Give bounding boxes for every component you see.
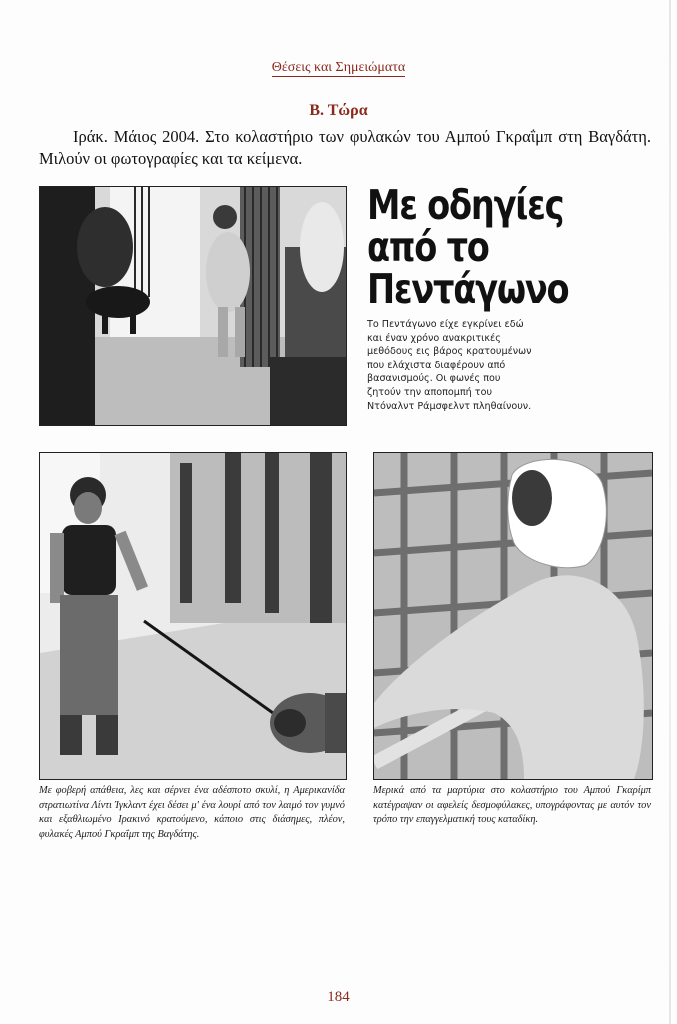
intro-paragraph: Ιράκ. Μάιος 2004. Στο κολαστήριο των φυλακών του Αμπού Γκραΐμπ στη Βαγδάτη. Μιλούν οι φωτογραφίες και τα κείμενα.: [39, 127, 651, 168]
deck-line-5: βασανισμούς. Οι φωνές που: [367, 373, 501, 385]
running-head-text: Θέσεις και Σημειώματα: [271, 60, 406, 75]
photo-hooded-prisoner: [373, 452, 653, 780]
photo-hooded-prisoner-image: [374, 453, 652, 779]
deck-line-3: μεθόδους εις βάρος κρατουμένων: [367, 346, 532, 358]
photo-soldier-leash-image: [40, 453, 346, 779]
photo-dog-corridor: [39, 186, 347, 426]
running-head: [0, 60, 677, 76]
photo-dog-corridor-image: [40, 187, 346, 425]
headline-line-3: Πεντάγωνο: [367, 265, 569, 313]
deck-line-4: που ελάχιστα διαφέρουν από: [367, 359, 506, 371]
page-edge: [669, 0, 671, 1024]
section-heading: Β. Τώρα: [309, 102, 368, 119]
deck-line-6: ζητούν την αποπομπή του: [367, 386, 492, 398]
caption-right: Μερικά από τα μαρτύρια στο κολαστήριο του Αμπού Γκαρίμπ κατέγραψαν οι αφελείς δεσμοφύλακες, υπογράφοντας με αυτόν τον τρόπο την επαγγελματική τους καταδίκη.: [373, 785, 651, 826]
deck-line-1: Το Πεντάγωνο είχε εγκρίνει εδώ: [367, 319, 524, 330]
deck-line-2: και έναν χρόνο ανακριτικές: [367, 332, 501, 344]
caption-left: Με φοβερή απάθεια, λες και σέρνει ένα αδέσποτο σκυλί, η Αμερικανίδα στρατιωτίνα Λίντι Ίγκλαντ έχει δέσει μ' ένα λουρί από τον λαιμό τον γυμνό και εξαθλιωμένο Ιρακινό κρατούμενο, κάποιο στις διάσημες, πλέον, φυλακές Αμπού Γκραΐμπ της Βαγδάτης.: [39, 785, 345, 840]
deck-line-7: Ντόναλντ Ράμσφελντ πληθαίνουν.: [367, 400, 532, 412]
page-number: 184: [327, 989, 350, 1005]
article-deck: [367, 318, 563, 413]
photo-soldier-leash: [39, 452, 347, 780]
article-headline: [367, 181, 569, 313]
headline-line-1: Με οδηγίες: [367, 181, 564, 229]
headline-line-2: από το: [367, 223, 489, 271]
